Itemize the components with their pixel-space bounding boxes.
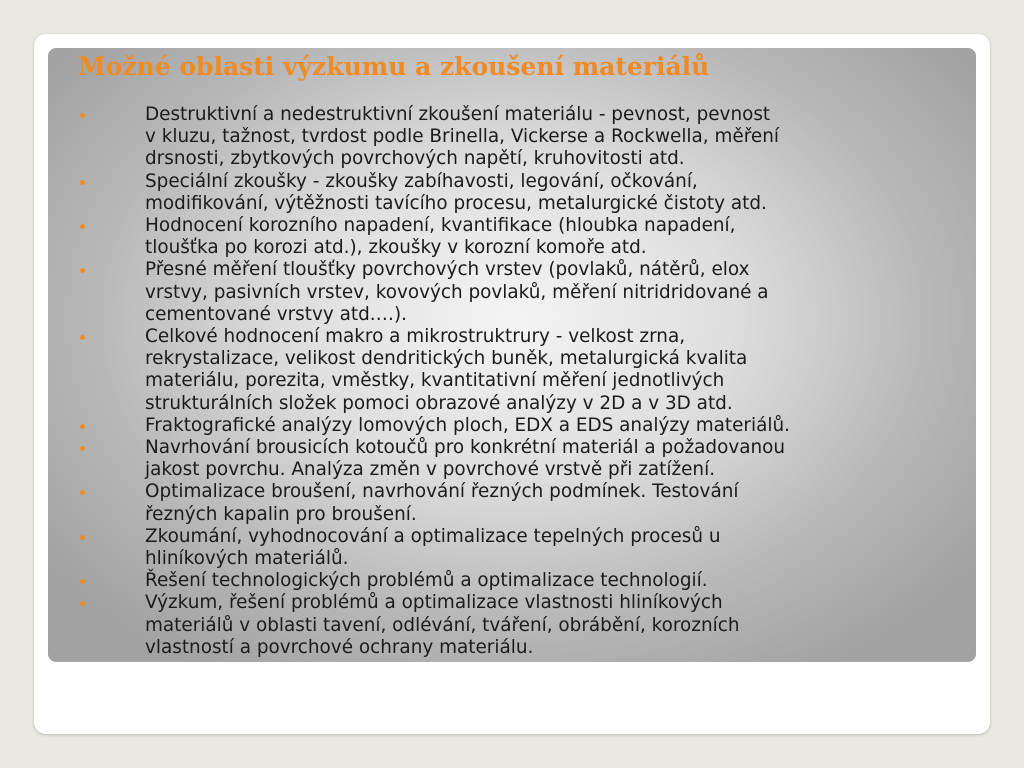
bullet-text: Zkoumání, vyhodnocování a optimalizace tepelných procesů u hliníkových materiálů. — [145, 525, 721, 570]
bullet-dot-icon — [80, 268, 85, 273]
bullet-text: Navrhování brousicích kotoučů pro konkrétní materiál a požadovanou jakost povrchu. Analýza změn v povrchové vrstvě při zatížení. — [145, 437, 786, 481]
bullet-dot-icon — [80, 446, 85, 451]
bullet-item — [74, 481, 974, 525]
bullet-dot-icon — [80, 113, 85, 118]
bullet-text: Celkové hodnocení makro a mikrostruktrury - velkost zrna, rekrystalizace, velikost dendritických buněk, metalurgická kvalita materiálu, porezita, vměstky, kvantitativní měření jednotlivých strukturálních složek pomoci obrazové analýzy v 2D a v 3D atd. — [145, 326, 748, 414]
bullet-item — [74, 526, 974, 570]
bullet-dot-icon — [80, 601, 85, 606]
bullet-text: Hodnocení korozního napadení, kvantifikace (hloubka napadení, tloušťka po korozi atd.), zkoušky v korozní komoře atd. — [145, 215, 736, 259]
bullet-text: Přesné měření tloušťky povrchových vrstev (povlaků, nátěrů, elox vrstvy, pasivních vrstev, kovových povlaků, měření nitridridované a cementované vrstvy atd.…). — [145, 259, 769, 325]
bullet-list — [74, 104, 974, 659]
bullet-text: Řešení technologických problémů a optimalizace technologií. — [145, 570, 708, 592]
bullet-dot-icon — [80, 490, 85, 495]
bullet-item — [74, 171, 974, 215]
bullet-dot-icon — [80, 535, 85, 540]
bullet-text: Speciální zkoušky - zkoušky zabíhavosti, legování, očkování, modifikování, výtěžnosti tavícího procesu, metalurgické čistoty atd. — [145, 170, 767, 214]
bullet-item — [74, 415, 974, 437]
bullet-text: Výzkum, řešení problémů a optimalizace vlastnosti hliníkových materiálů v oblasti tavení, odlévání, tváření, obrábění, korozních vlastností a povrchové ochrany materiálu. — [145, 592, 740, 658]
bullet-item — [74, 215, 974, 259]
bullet-item — [74, 570, 974, 592]
bullet-dot-icon — [80, 424, 85, 429]
bullet-dot-icon — [80, 180, 85, 185]
bullet-dot-icon — [80, 224, 85, 229]
bullet-text: Destruktivní a nedestruktivní zkoušení materiálu - pevnost, pevnost v kluzu, tažnost, tvrdost podle Brinella, Vickerse a Rockwella, měření drsnosti, zbytkových povrchových napětí, kruhovitosti atd. — [145, 104, 779, 170]
bullet-dot-icon — [80, 579, 85, 584]
slide-title: Možné oblasti výzkumu a zkoušení materiálů — [78, 52, 710, 81]
bullet-item — [74, 437, 974, 481]
bullet-item — [74, 104, 974, 171]
bullet-item — [74, 326, 974, 415]
bullet-text: Fraktografické analýzy lomových ploch, EDX a EDS analýzy materiálů. — [145, 414, 790, 436]
bullet-dot-icon — [80, 335, 85, 340]
bullet-text: Optimalizace broušení, navrhování řezných podmínek. Testování řezných kapalin pro broušení. — [145, 481, 739, 525]
bullet-item — [74, 592, 974, 659]
bullet-item — [74, 259, 974, 326]
